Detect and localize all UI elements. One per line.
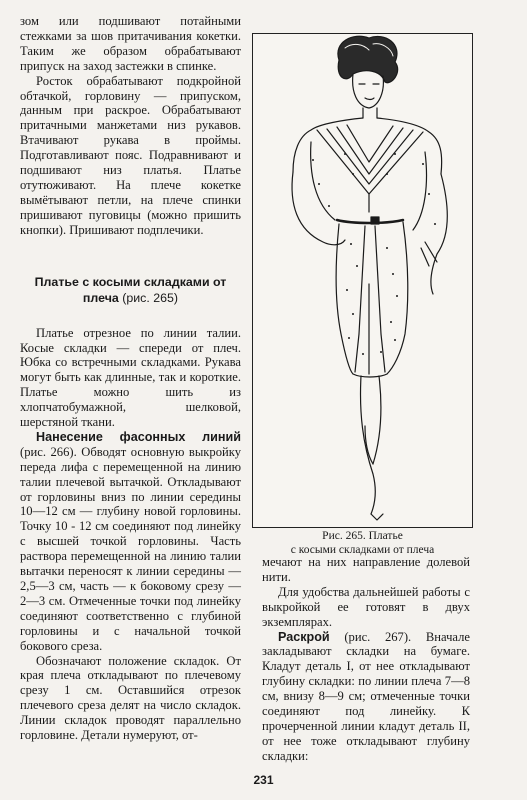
page-number: 231 xyxy=(253,773,274,787)
section-title-ref: (рис. 265) xyxy=(122,290,179,305)
paragraph-neck-finishing: Росток обрабатывают подкройной обтачкой, горловину — припуском, данным при раскрое. Обрабатывают притачными манжетами низ рукавов. Втачивают рукава в проймы. Подготавливают пояс. Подравнивают и подшивают низ платья. Платье отутюживают. На плече кокетке вымётывают петли, на плече спинки пришивают пуговицы (можно пришить кнопки). Пришивают подплечики. xyxy=(20,73,241,237)
dress-illustration-frame xyxy=(252,33,473,528)
caption-line-2: с косыми складками от плеча xyxy=(290,544,435,556)
cutting-heading: Раскрой xyxy=(278,629,330,644)
style-lines-body: (рис. 266). Обводят основную выкройку переда лифа с перемещенной на линию талии плечевой вытачкой. Откладывают от горловины вниз по линии середины 10—12 см — глубину новой горловины. Точку 10 - 12 см соединяют под линейку с высшей точкой горловины. Часть раствора перемещенной на линию талии вытачки переносят к линии середины — 2,5—3 см, часть — к боковому срезу — 2—3 см. Отмеченные точки под линейку соединяют соответственно с глубиной горловины и с начальной точкой бокового среза. xyxy=(20,444,241,653)
dress-illustration xyxy=(253,34,472,527)
paragraph-pleats: Обозначают положение складок. От края плеча откладывают по плечевому срезу 1 см. Оставшийся отрезок плечевого среза делят на число складок. Линии складок проводят параллельно горловине. Детали нумеруют, от- xyxy=(20,653,241,743)
paragraph-continuation: зом или подшивают потайными стежками за шов притачивания кокетки. Таким же образом обрабатывают припуск на заход застежки в спинке. xyxy=(20,14,241,73)
section-title: Платье с косыми складками от плеча xyxy=(34,274,227,305)
style-lines-heading: Нанесение фасонных линий xyxy=(36,429,241,444)
left-text-column xyxy=(20,14,241,743)
cutting-body: (рис. 267). Вначале закладывают складки на бумаге. Кладут деталь I, от нее откладывают глубину складки: по линии плеча 7—8 см, внизу 8—9 см; отмеченные точки соединяют под линейку. К прочерченной линии кладут деталь II, от нее тоже откладывают глубину складки: xyxy=(262,629,470,763)
paragraph-two-copies: Для удобства дальнейшей работы с выкройкой ее готовят в двух экземплярах. xyxy=(262,584,470,629)
figure-caption xyxy=(252,529,473,557)
paragraph-cutting xyxy=(262,630,470,764)
paragraph-dress-intro: Платье отрезное по линии талии. Косые складки — спереди от плеч. Юбка со встречными складками. Рукава могут быть как длинные, так и короткие. Платье можно шить из хлопчатобумажной, шелковой, шерстяной ткани. xyxy=(20,325,241,430)
caption-line-1: Рис. 265. Платье xyxy=(322,530,403,542)
paragraph-style-lines xyxy=(20,430,241,654)
paragraph-grain-direction: мечают на них направление долевой нити. xyxy=(262,555,470,584)
right-text-column xyxy=(262,555,470,764)
section-heading xyxy=(20,274,241,306)
